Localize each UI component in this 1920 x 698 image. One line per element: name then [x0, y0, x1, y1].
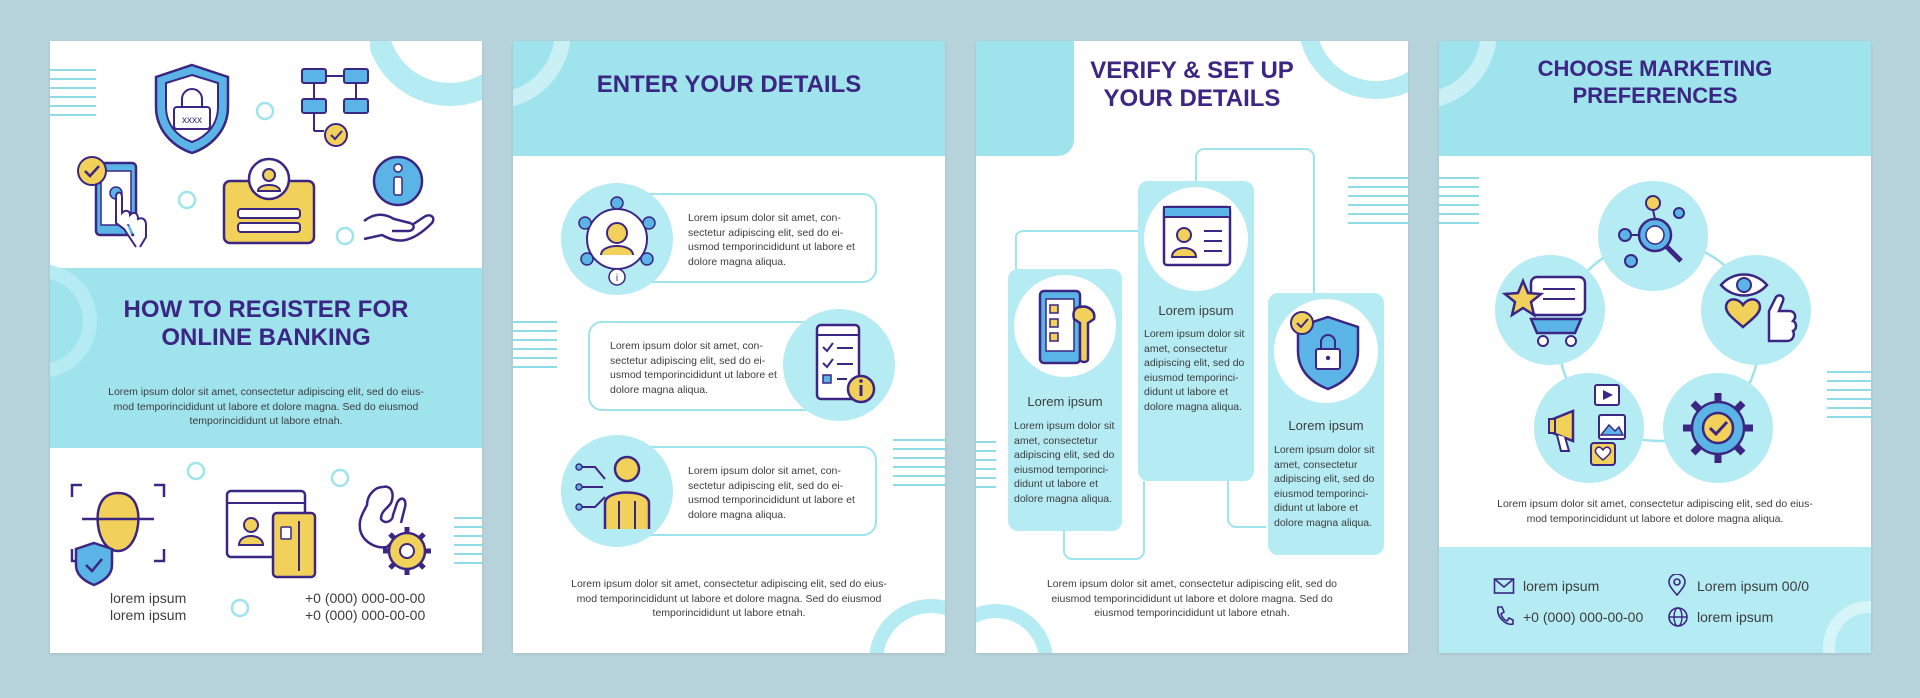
- flowchart-icon: [298, 65, 378, 157]
- step-heading: Lorem ipsum: [1288, 418, 1364, 433]
- face-scan-shield-icon: [68, 479, 168, 589]
- shield-lock-icon: [150, 61, 234, 157]
- decor-stripes: [454, 517, 482, 565]
- user-connections-icon: [573, 453, 663, 533]
- globe-icon: [1667, 606, 1689, 628]
- decor-ring: [333, 224, 357, 248]
- phone-touch-icon: [70, 151, 160, 251]
- decor-arc: [1799, 577, 1871, 653]
- email-icon: [1493, 577, 1515, 595]
- step-text: Lorem ipsum dolor sit amet, consectetur adipiscing elit, sed do eiusmod temporinci-didunt ut labore et dolore magna aliqua.: [1274, 444, 1375, 529]
- brochure-page-verify: [976, 41, 1408, 653]
- contact-phone: +0 (000) 000-00-00: [305, 607, 426, 623]
- decor-arc: [976, 581, 1066, 653]
- decor-stripes: [513, 321, 557, 369]
- info-hand-icon: [362, 151, 442, 251]
- decor-arc: [513, 41, 593, 131]
- contact-phone: +0 (000) 000-00-00: [1523, 609, 1644, 625]
- megaphone-media-icon: [1547, 381, 1631, 471]
- contact-name: lorem ipsum: [110, 607, 187, 623]
- intro-paragraph: Lorem ipsum dolor sit amet, consectetur adipiscing elit, sed do eius-mod temporincididunt ut labore et dolore magna aliqua.: [1497, 498, 1813, 525]
- decor-arc: [861, 581, 945, 653]
- network-user-icon: [573, 193, 663, 287]
- brochure-page-register: [50, 41, 482, 653]
- step-text: Lorem ipsum dolor sit amet, con-sectetur adipiscing elit, sed do ei-usmod temporincididunt ut labore et dolore magna aliqua.: [610, 340, 777, 396]
- decor-arc: [370, 41, 482, 131]
- contact-phone: +0 (000) 000-00-00: [305, 590, 426, 606]
- brochure-page-marketing: [1439, 41, 1871, 653]
- gear-check-icon: [1679, 389, 1757, 467]
- location-pin-icon: [1667, 574, 1687, 596]
- decor-stripes: [50, 69, 96, 117]
- decor-ring: [184, 459, 208, 483]
- contact-name: lorem ipsum: [110, 590, 187, 606]
- contact-address: Lorem ipsum 00/0: [1697, 578, 1810, 594]
- step-heading: Lorem ipsum: [1027, 394, 1103, 409]
- svg-text:xxxx: xxxx: [182, 115, 202, 126]
- step-text: Lorem ipsum dolor sit amet, con-sectetur adipiscing elit, sed do ei-usmod temporincididunt ut labore et dolore magna aliqua.: [688, 465, 855, 521]
- intro-paragraph: Lorem ipsum dolor sit amet, consectetur adipiscing elit, sed do eius-mod temporincididunt ut labore et dolore magna. Sed do eiusmod temporincididunt ut labore etnah.: [108, 386, 424, 427]
- step-heading: Lorem ipsum: [1158, 303, 1234, 318]
- page-title: CHOOSE MARKETING PREFERENCES: [1537, 56, 1773, 108]
- brochure-page-enter-details: [513, 41, 945, 653]
- id-card-icon: [220, 155, 320, 251]
- search-network-icon: [1613, 191, 1693, 281]
- decor-ring: [228, 596, 252, 620]
- eye-heart-thumbs-up-icon: [1715, 267, 1801, 353]
- step-text: Lorem ipsum dolor sit amet, consectetur adipiscing elit, sed do eiusmod temporinci-didunt ut labore et dolore magna aliqua.: [1144, 328, 1245, 413]
- ok-hand-gear-icon: [353, 481, 439, 581]
- decor-stripes: [1827, 371, 1871, 419]
- shield-lock-check-icon: [1288, 309, 1364, 393]
- browser-card-icon: [225, 485, 321, 585]
- decor-stripes: [1439, 177, 1479, 225]
- decor-ring: [328, 466, 352, 490]
- footer-paragraph: Lorem ipsum dolor sit amet, consectetur adipiscing elit, sed do eius-mod temporincididunt ut labore et dolore magna. Sed do eiusmod temporincididunt ut labore etnah.: [571, 578, 887, 619]
- decor-ring: [253, 99, 277, 123]
- phone-checklist-icon: [803, 321, 883, 411]
- svg-text:i: i: [615, 273, 619, 284]
- chat-star-cart-icon: [1501, 271, 1597, 351]
- page-title: VERIFY & SET UP YOUR DETAILS: [1090, 57, 1294, 112]
- page-title: ENTER YOUR DETAILS: [596, 71, 862, 98]
- step-text: Lorem ipsum dolor sit amet, con-sectetur adipiscing elit, sed do ei-usmod temporincididunt ut labore et dolore magna aliqua.: [688, 212, 855, 268]
- footer-paragraph: Lorem ipsum dolor sit amet, consectetur adipiscing elit, sed do eiusmod temporincididunt ut labore et dolore magna. Sed do eiusmod temporincididunt ut labore etnah.: [1046, 578, 1338, 619]
- page-title: HOW TO REGISTER FOR ONLINE BANKING: [123, 296, 409, 351]
- phone-wrench-icon: [1034, 287, 1102, 367]
- phone-icon: [1494, 605, 1514, 627]
- decor-stripes: [893, 439, 945, 487]
- step-text: Lorem ipsum dolor sit amet, consectetur adipiscing elit, sed do eiusmod temporinci-didunt ut labore et dolore magna aliqua.: [1014, 420, 1115, 505]
- decor-ring: [175, 188, 199, 212]
- profile-window-icon: [1160, 199, 1234, 275]
- contact-email: lorem ipsum: [1523, 578, 1600, 594]
- contact-website: lorem ipsum: [1697, 609, 1774, 625]
- decor-arc: [1439, 41, 1519, 131]
- decor-arc: [50, 261, 100, 381]
